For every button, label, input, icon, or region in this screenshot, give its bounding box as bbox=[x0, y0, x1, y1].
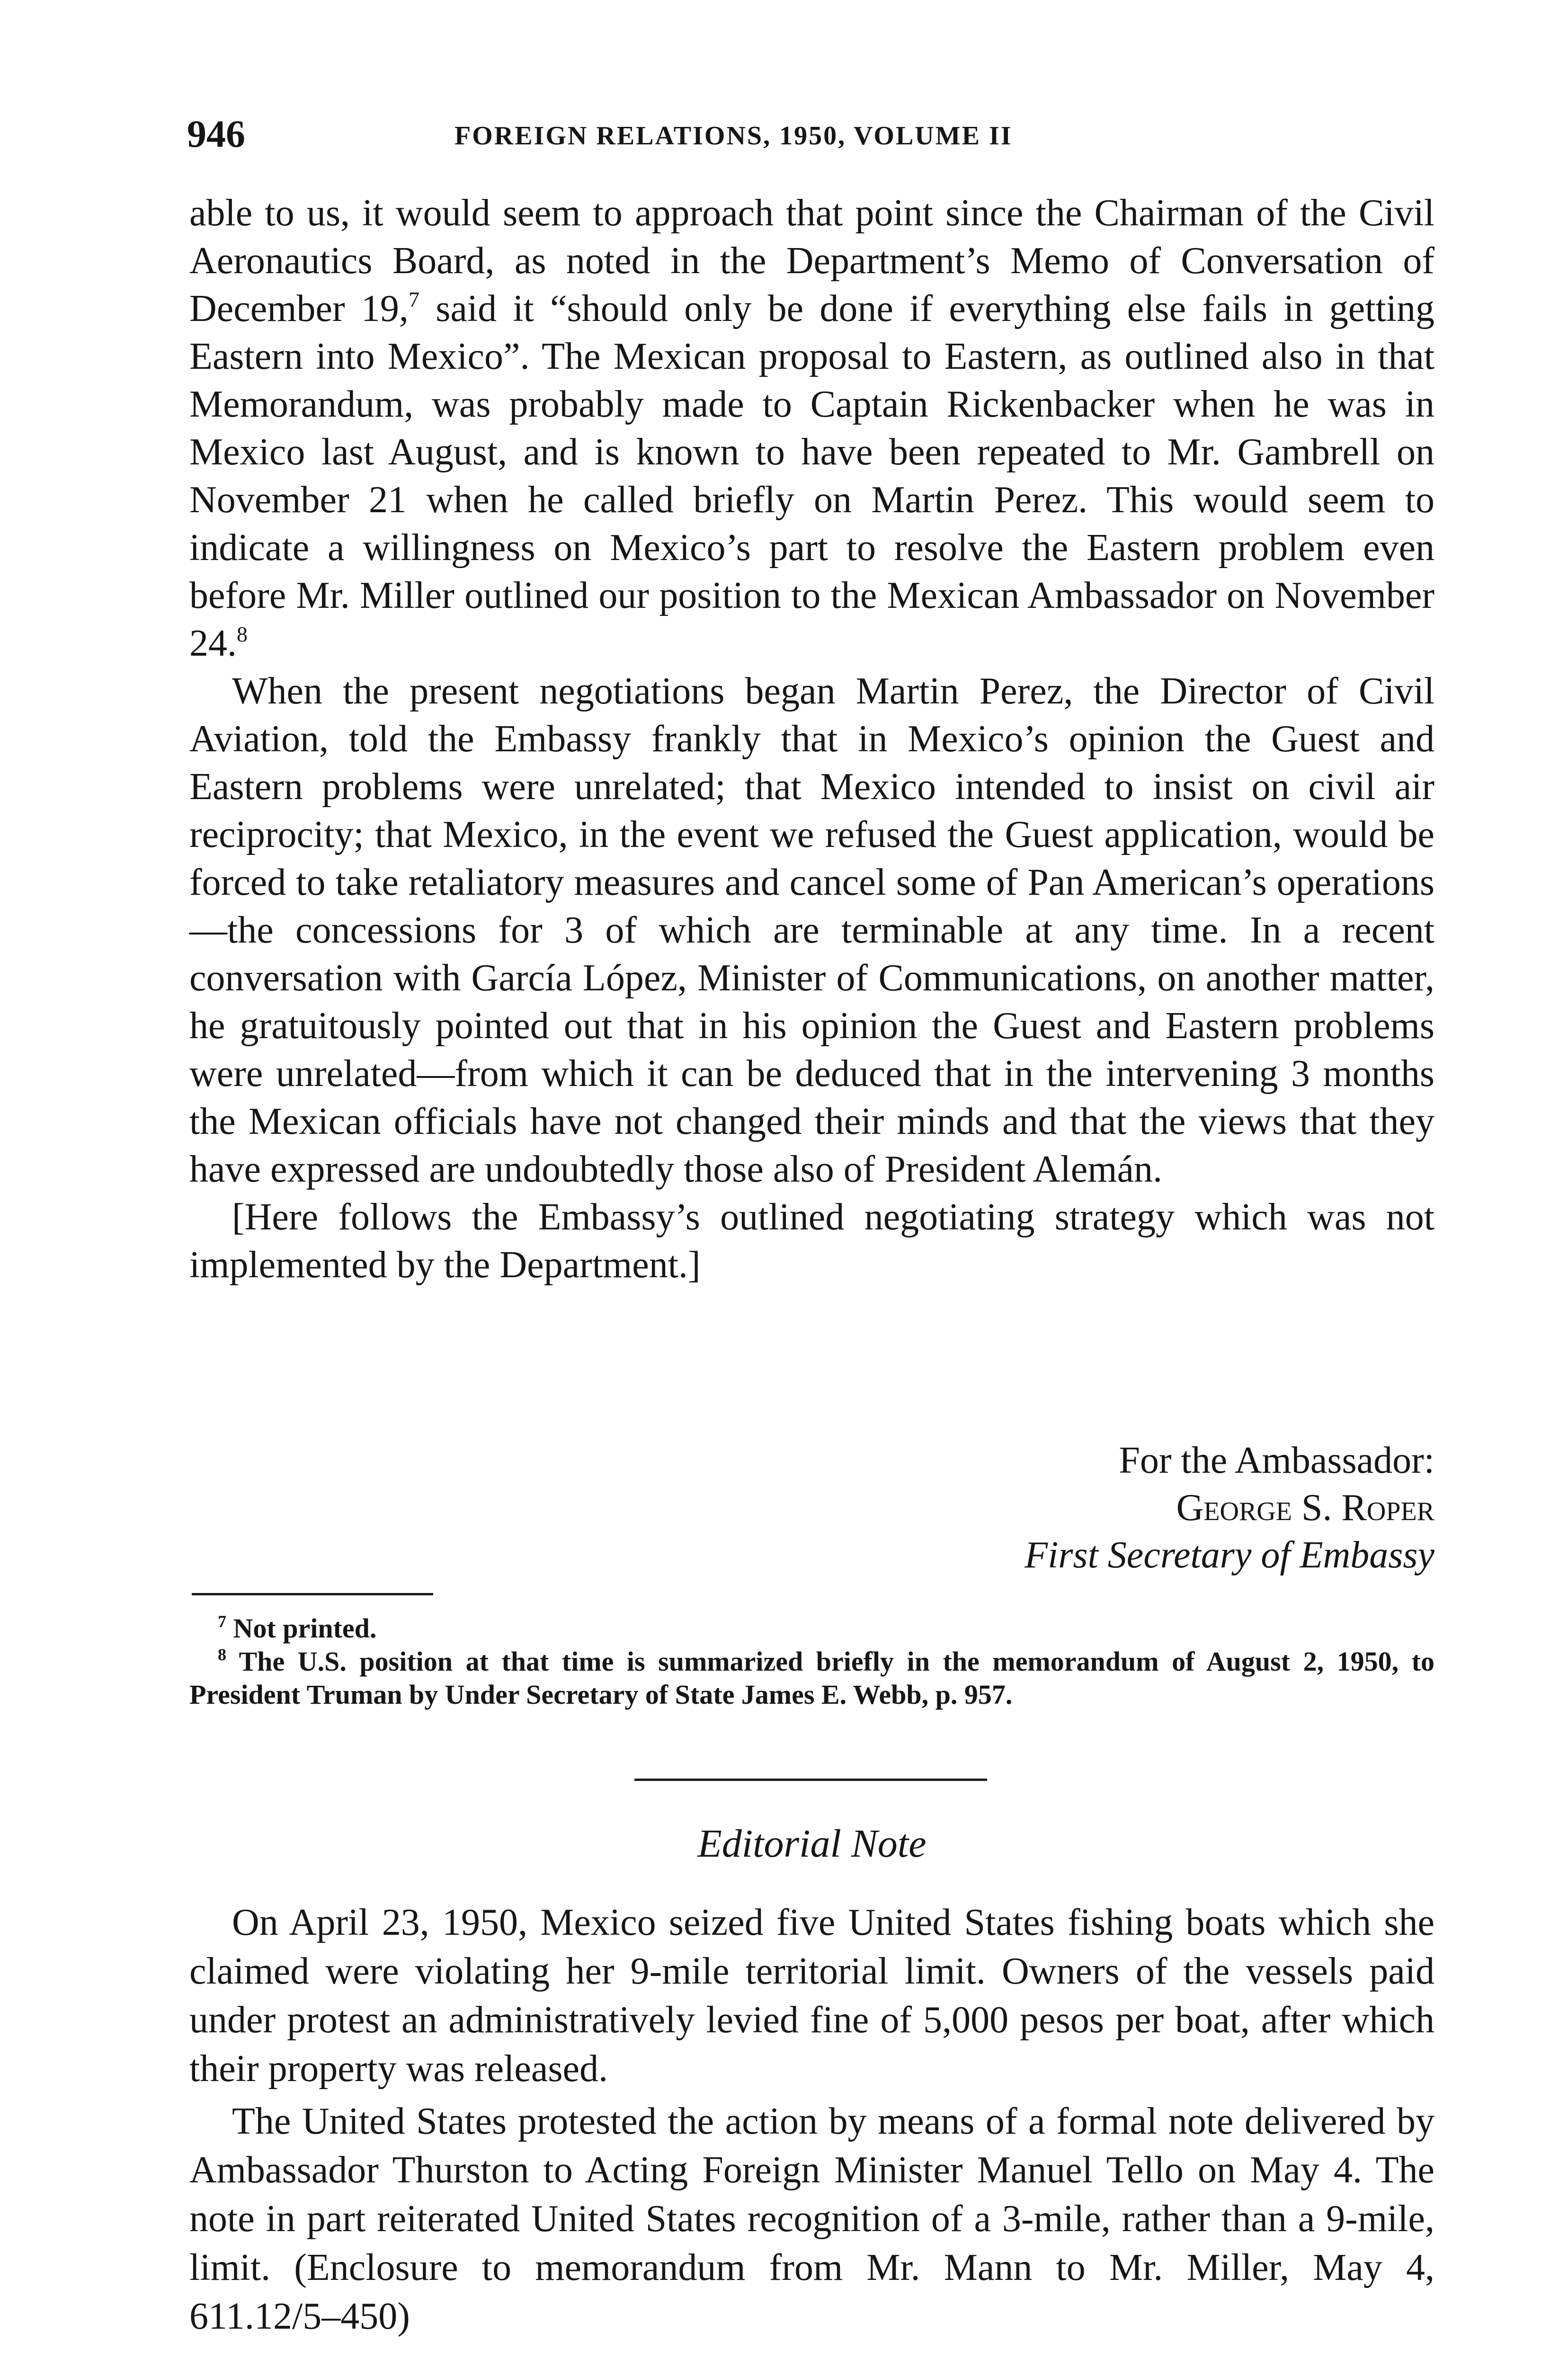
footnote-mark: 7 bbox=[218, 1612, 226, 1631]
signature-block bbox=[757, 1437, 1434, 1579]
footnotes bbox=[189, 1612, 1434, 1711]
editorial-paragraph-1: On April 23, 1950, Mexico seized five United States fishing boats which she claimed were violating her 9-mile territorial limit. Owners of the vessels paid under protest an administratively levied fine of 5,000 pesos per boat, after which their property was released. bbox=[189, 1902, 1434, 2090]
footnote-text: Not printed. bbox=[226, 1613, 377, 1644]
letter-body bbox=[189, 189, 1434, 1289]
footnote-mark: 8 bbox=[218, 1645, 226, 1664]
editorial-paragraph-2: The United States protested the action by means of a formal note delivered by Ambassador Thurston to Acting Foreign Minister Manuel Tello on May 4. The note in part reiterated United States recognition of a 3-mile, rather than a 9-mile, limit. (Enclosure to memorandum from Mr. Mann to Mr. Miller, May 4, 611.12/5–450) bbox=[189, 2100, 1434, 2337]
page-number: 946 bbox=[187, 112, 245, 155]
signatory-title: First Secretary of Embassy bbox=[1025, 1534, 1434, 1576]
body-paragraph-2: When the present negotiations began Martin Perez, the Director of Civil Aviation, told the Embassy frankly that in Mexico’s opinion the Guest and Eastern problems were unrelated; that Mexico intended to insist on civil air reciprocity; that Mexico, in the event we refused the Guest application, would be forced to take retaliatory measures and cancel some of Pan American’s operations—the concessions for 3 of which are terminable at any time. In a recent conversation with García López, Minister of Communications, on another matter, he gratuitously pointed out that in his opinion the Guest and Eastern problems were unrelated—from which it can be deduced that in the intervening 3 months the Mexican officials have not changed their minds and that the views that they have expressed are undoubtedly those also of President Alemán. bbox=[189, 670, 1434, 1190]
body-paragraph-3: [Here follows the Embassy’s outlined negotiating strategy which was not implemented by the Department.] bbox=[189, 1196, 1434, 1286]
editorial-note-title: Editorial Note bbox=[697, 1822, 927, 1866]
body-paragraph-1-part-a: able to us, it would seem to approach that point since the Chairman of the Civil Aeronautics Board, as noted in the Department’s Memo of Conversation of December 19, bbox=[189, 192, 1434, 329]
body-paragraph-1-part-b: said it “should only be done if everything else fails in getting Eastern into Mexico”. The Mexican proposal to Eastern, as outlined also in that Memorandum, was probably made to Captain Rickenbacker when he was in Mexico last August, and is known to have been repeated to Mr. Gambrell on November 21 when he called briefly on Martin Perez. This would seem to indicate a willingness on Mexico’s part to resolve the Eastern problem even before Mr. Miller outlined our position to the Mexican Ambassador on November 24. bbox=[189, 288, 1434, 664]
footnote-text: The U.S. position at that time is summarized briefly in the memorandum of August 2, 1950, to President Truman by Under Secretary of State James E. Webb, p. 957. bbox=[189, 1646, 1434, 1710]
footnote-8 bbox=[189, 1645, 1434, 1711]
footnote-ref-7: 7 bbox=[408, 287, 419, 311]
section-divider bbox=[634, 1779, 987, 1781]
signatory-name: George S. Roper bbox=[1176, 1487, 1434, 1529]
signature-line: For the Ambassador: bbox=[1119, 1440, 1434, 1481]
footnote-divider bbox=[192, 1593, 433, 1595]
page-header bbox=[187, 108, 1437, 160]
footnote-7 bbox=[189, 1612, 1434, 1645]
footnote-ref-8: 8 bbox=[237, 622, 248, 646]
body-paragraph-1 bbox=[189, 189, 1434, 667]
running-head: FOREIGN RELATIONS, 1950, VOLUME II bbox=[454, 121, 1013, 151]
editorial-note-body bbox=[189, 1898, 1434, 2341]
